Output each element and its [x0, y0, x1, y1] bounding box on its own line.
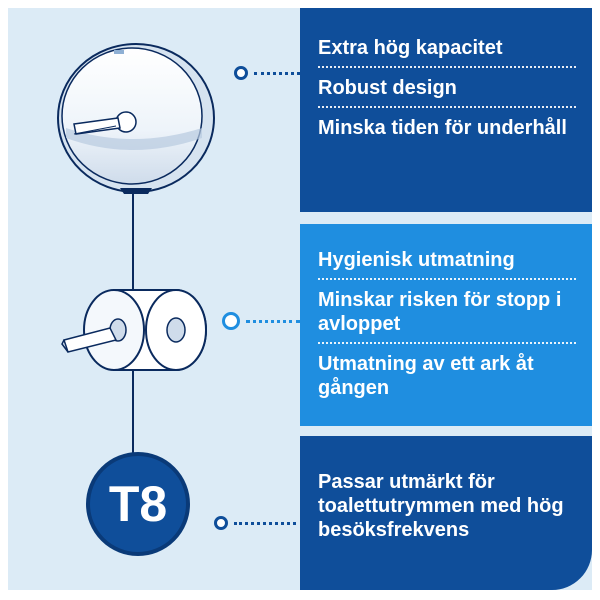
connector-3: [214, 516, 296, 530]
connector-2: [222, 312, 300, 330]
feature-panel-capacity: [300, 8, 592, 212]
feature-item: Minska tiden för underhåll: [318, 117, 567, 139]
connector-dot: [222, 312, 240, 330]
badge-label: T8: [108, 476, 168, 532]
connector-dots: [234, 522, 296, 525]
connector-dots: [246, 320, 300, 323]
toilet-paper-roll-icon: [58, 278, 218, 378]
feature-item: Robust design: [318, 77, 457, 99]
feature-panel-hygiene: [300, 224, 592, 426]
feature-panel-usage: [300, 436, 592, 590]
feature-item: Passar utmärkt för toalettutrymmen med hög besöksfrekvens: [318, 471, 564, 541]
feature-item: Utmatning av ett ark åt gången: [318, 353, 534, 399]
connector-1: [234, 66, 300, 80]
t8-badge: [86, 452, 190, 556]
connector-dot: [214, 516, 228, 530]
feature-item: Minskar risken för stopp i avloppet: [318, 289, 562, 335]
connector-dots: [254, 72, 300, 75]
toilet-paper-dispenser-icon: [44, 38, 224, 198]
feature-item: Extra hög kapacitet: [318, 37, 503, 59]
feature-item: Hygienisk utmatning: [318, 249, 515, 271]
connector-dot: [234, 66, 248, 80]
